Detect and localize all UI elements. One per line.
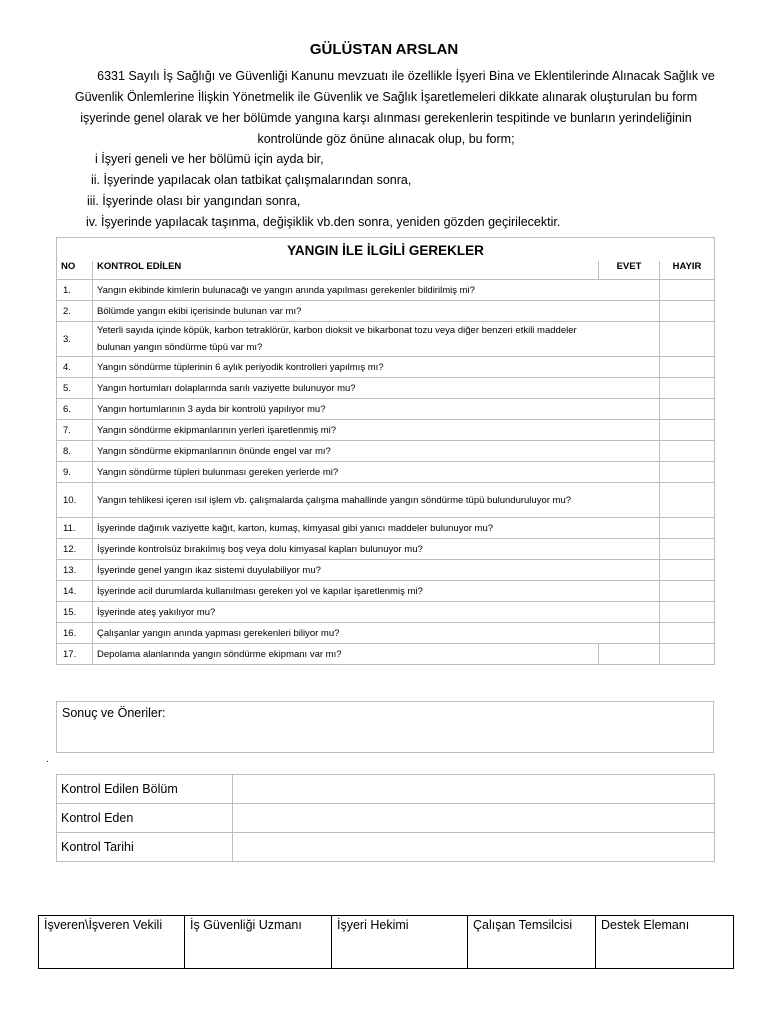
row-question: Bölümde yangın ekibi içerisinde bulunan var mı?: [93, 301, 599, 322]
yes-cell[interactable]: [599, 518, 660, 539]
no-answer-cell[interactable]: [660, 280, 715, 301]
yes-cell[interactable]: [599, 483, 660, 518]
info-value-field[interactable]: [233, 833, 715, 862]
row-number: 11.: [57, 518, 93, 539]
yes-cell[interactable]: [599, 602, 660, 623]
page-title: GÜLÜSTAN ARSLAN: [309, 41, 459, 58]
signature-table: [38, 915, 734, 969]
signature-cell[interactable]: İş Güvenliği Uzmanı: [185, 916, 332, 969]
row-question: İşyerinde kontrolsüz bırakılmış boş veya dolu kimyasal kapları bulunuyor mu?: [93, 539, 599, 560]
no-answer-cell[interactable]: [660, 623, 715, 644]
row-question: Yangın söndürme tüpleri bulunması gereken yerlerde mi?: [93, 462, 599, 483]
table-row: [57, 644, 715, 665]
signature-cell[interactable]: Çalışan Temsilcisi: [468, 916, 596, 969]
yes-cell[interactable]: [599, 357, 660, 378]
no-answer-cell[interactable]: [660, 462, 715, 483]
stray-mark: .: [46, 754, 49, 765]
list-item: iv. İşyerinde yapılacak taşınma, değişiklik vb.den sonra, yeniden gözden geçirilecektir.: [86, 215, 561, 229]
yes-cell[interactable]: [599, 539, 660, 560]
row-question: İşyerinde acil durumlarda kullanılması gereken yol ve kapılar işaretlenmiş mi?: [93, 581, 599, 602]
row-question: Yangın söndürme ekipmanlarının yerleri işaretlenmiş mi?: [93, 420, 599, 441]
row-number: 4.: [57, 357, 93, 378]
yes-cell[interactable]: [599, 378, 660, 399]
table-row: [57, 441, 715, 462]
row-question: Yangın hortumları dolaplarında sarılı vaziyette bulunuyor mu?: [93, 378, 599, 399]
signature-cell[interactable]: İşyeri Hekimi: [332, 916, 468, 969]
no-answer-cell[interactable]: [660, 378, 715, 399]
list-item: i İşyeri geneli ve her bölümü için ayda bir,: [95, 152, 324, 166]
table-row: [57, 560, 715, 581]
table-row: [57, 581, 715, 602]
yes-cell[interactable]: [599, 581, 660, 602]
row-number: 17.: [57, 644, 93, 665]
yes-cell[interactable]: [599, 644, 660, 665]
intro-paragraph: [52, 66, 720, 150]
table-row: [57, 804, 715, 833]
info-label: Kontrol Edilen Bölüm: [57, 775, 233, 804]
row-question: Çalışanlar yangın anında yapması gerekenleri biliyor mu?: [93, 623, 599, 644]
table-caption: YANGIN İLE İLGİLİ GEREKLER: [57, 238, 715, 262]
no-answer-cell[interactable]: [660, 322, 715, 357]
table-row: [57, 280, 715, 301]
row-number: 16.: [57, 623, 93, 644]
yes-cell[interactable]: [599, 280, 660, 301]
intro-text: 6331 Sayılı İş Sağlığı ve Güvenliği Kanunu mevzuatı ile özellikle İşyeri Bina ve Eklentilerinde Alınacak Sağlık ve Güvenlik Önlemlerine İlişkin Yönetmelik ile Güvenlik ve Sağlık İşaretlemeleri dikkate alınarak oluşturulan bu form işyerinde genel olarak ve her bölümde yangına karşı alınması gerekenlerin tespitinde ve bunların yerindeliğinin kontrolünde göz önüne alınacak olup, bu form;: [74, 69, 715, 146]
table-row: [57, 623, 715, 644]
schedule-list: [0, 149, 768, 233]
no-answer-cell[interactable]: [660, 483, 715, 518]
row-number: 3.: [57, 322, 93, 357]
yes-cell[interactable]: [599, 623, 660, 644]
row-question: Yangın hortumlarının 3 ayda bir kontrolü yapılıyor mu?: [93, 399, 599, 420]
yes-cell[interactable]: [599, 399, 660, 420]
signature-cell[interactable]: İşveren\İşveren Vekili: [39, 916, 185, 969]
info-value-field[interactable]: [233, 804, 715, 833]
info-value-field[interactable]: [233, 775, 715, 804]
no-answer-cell[interactable]: [660, 581, 715, 602]
no-answer-cell[interactable]: [660, 560, 715, 581]
row-number: 5.: [57, 378, 93, 399]
header-item: KONTROL EDİLEN: [93, 261, 599, 280]
no-answer-cell[interactable]: [660, 602, 715, 623]
row-number: 9.: [57, 462, 93, 483]
row-question: Yangın söndürme tüplerinin 6 aylık periyodik kontrolleri yapılmış mı?: [93, 357, 599, 378]
info-label: Kontrol Eden: [57, 804, 233, 833]
yes-cell[interactable]: [599, 462, 660, 483]
row-number: 13.: [57, 560, 93, 581]
row-question: İşyerinde genel yangın ikaz sistemi duyulabiliyor mu?: [93, 560, 599, 581]
row-number: 12.: [57, 539, 93, 560]
row-number: 7.: [57, 420, 93, 441]
table-row: [57, 399, 715, 420]
control-info-table: [56, 774, 715, 862]
table-row: [57, 322, 715, 357]
row-question: İşyerinde ateş yakılıyor mu?: [93, 602, 599, 623]
row-number: 10.: [57, 483, 93, 518]
row-number: 8.: [57, 441, 93, 462]
table-row: [57, 539, 715, 560]
no-answer-cell[interactable]: [660, 420, 715, 441]
header-no-answer: HAYIR: [660, 261, 715, 280]
no-answer-cell[interactable]: [660, 301, 715, 322]
yes-cell[interactable]: [599, 441, 660, 462]
header-no: NO: [57, 261, 93, 280]
row-number: 14.: [57, 581, 93, 602]
info-label: Kontrol Tarihi: [57, 833, 233, 862]
row-number: 2.: [57, 301, 93, 322]
row-question: Yeterli sayıda içinde köpük, karbon tetraklörür, karbon dioksit ve bikarbonat tozu veya diğer benzeri etkili maddeler bulunan yangın söndürme tüpü var mı?: [93, 322, 599, 357]
table-row: [57, 775, 715, 804]
no-answer-cell[interactable]: [660, 357, 715, 378]
table-row: [57, 357, 715, 378]
table-row: [57, 602, 715, 623]
row-number: 15.: [57, 602, 93, 623]
row-question: Depolama alanlarında yangın söndürme ekipmanı var mı?: [93, 644, 599, 665]
table-row: [57, 483, 715, 518]
yes-cell[interactable]: [599, 301, 660, 322]
no-answer-cell[interactable]: [660, 441, 715, 462]
checklist-table: [56, 237, 715, 665]
row-question: Yangın söndürme ekipmanlarının önünde engel var mı?: [93, 441, 599, 462]
row-question: Yangın tehlikesi içeren ısıl işlem vb. çalışmalarda çalışma mahallinde yangın söndürme tüpü bulunduruluyor mu?: [93, 483, 599, 518]
results-label: Sonuç ve Öneriler:: [62, 706, 166, 720]
no-answer-cell[interactable]: [660, 539, 715, 560]
table-row: [57, 301, 715, 322]
signature-cell[interactable]: Destek Elemanı: [596, 916, 734, 969]
yes-cell[interactable]: [599, 322, 660, 357]
table-row: [39, 916, 734, 969]
table-row: [57, 378, 715, 399]
no-answer-cell[interactable]: [660, 399, 715, 420]
yes-cell[interactable]: [599, 560, 660, 581]
no-answer-cell[interactable]: [660, 518, 715, 539]
no-answer-cell[interactable]: [660, 644, 715, 665]
row-number: 1.: [57, 280, 93, 301]
row-question: Yangın ekibinde kimlerin bulunacağı ve yangın anında yapılması gerekenler bildirilmiş mi?: [93, 280, 599, 301]
checklist-rows: [57, 280, 715, 665]
table-row: [57, 833, 715, 862]
row-question: İşyerinde dağınık vaziyette kağıt, karton, kumaş, kimyasal gibi yanıcı maddeler bulunuyor mu?: [93, 518, 599, 539]
row-number: 6.: [57, 399, 93, 420]
yes-cell[interactable]: [599, 420, 660, 441]
list-item: ii. İşyerinde yapılacak olan tatbikat çalışmalarından sonra,: [91, 173, 412, 187]
header-yes: EVET: [599, 261, 660, 280]
list-item: iii. İşyerinde olası bir yangından sonra,: [87, 194, 301, 208]
results-box[interactable]: [56, 701, 714, 753]
table-row: [57, 462, 715, 483]
table-row: [57, 518, 715, 539]
table-row: [57, 420, 715, 441]
